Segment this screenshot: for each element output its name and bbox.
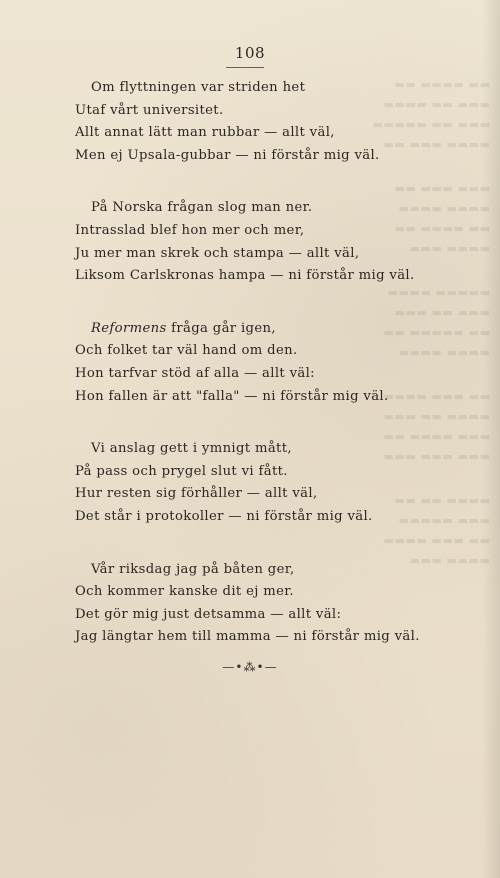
ghost-line: ▬▬▬▬▬ ▬▬▬▬ xyxy=(386,286,490,299)
verse-line: Och folket tar väl hand om den. xyxy=(75,343,298,359)
ghost-line: ▬▬ ▬▬▬ ▬▬▬▬ xyxy=(382,534,490,547)
verse-line-italic-word xyxy=(91,321,276,336)
stanza-3 xyxy=(75,318,465,408)
verse-line: På Norska frågan slog man ner. xyxy=(91,200,313,216)
verse-line: Hon tarfvar stöd af alla — allt väl: xyxy=(75,365,315,381)
poem-text xyxy=(75,77,465,679)
ghost-line: ▬▬ ▬▬▬▬ ▬▬ xyxy=(393,222,490,235)
ghost-line: ▬▬▬ ▬▬ ▬▬▬▬▬ xyxy=(371,118,490,131)
ghost-line: ▬▬▬ ▬▬▬ ▬▬ xyxy=(393,182,490,195)
ghost-line: ▬▬▬▬ ▬▬▬▬ xyxy=(397,202,490,215)
verse-line: Jag längtar hem till mamma — ni förstår mig väl. xyxy=(75,629,420,645)
ghost-line: ▬▬▬▬ ▬▬ ▬▬▬ xyxy=(382,410,490,423)
page-edge-shadow xyxy=(482,0,500,878)
verse-line: Allt annat lätt man rubbar — allt väl, xyxy=(75,125,335,141)
verse-line: Om flyttningen var striden het xyxy=(91,80,306,95)
ghost-line: ▬▬▬ ▬▬▬▬▬ xyxy=(397,514,490,527)
ghost-line: ▬▬▬▬ ▬▬ ▬▬ xyxy=(393,494,490,507)
verse-line: Utaf vårt universitet. xyxy=(75,102,224,118)
verse-line xyxy=(75,318,465,341)
verse-line: Ju mer man skrek och stampa — allt väl, xyxy=(75,245,360,261)
ghost-line: ▬▬ ▬▬▬▬▬ ▬▬ xyxy=(382,326,490,339)
ghost-line: ▬▬ ▬▬▬ ▬▬▬▬ xyxy=(382,390,490,403)
verse-line: Det står i protokoller — ni förstår mig väl. xyxy=(75,508,373,524)
verse-line: Men ej Upsala-gubbar — ni förstår mig väl. xyxy=(75,147,380,163)
verse-line: Intrasslad blef hon mer och mer, xyxy=(75,222,305,238)
header-rule xyxy=(226,67,264,68)
ghost-line: ▬▬▬ ▬▬ ▬▬▬▬ xyxy=(382,98,490,111)
stanza-5 xyxy=(75,559,465,649)
ghost-line: ▬▬▬▬ ▬▬▬ ▬▬ xyxy=(382,138,490,151)
ghost-line: ▬▬▬ ▬▬ ▬▬▬ xyxy=(393,306,490,319)
ghost-line: ▬▬▬ ▬▬▬▬ ▬▬ xyxy=(382,430,490,443)
stanza-1 xyxy=(75,77,465,167)
ghost-line: ▬▬▬▬ ▬▬▬ xyxy=(408,554,490,567)
italic-word: Reformens xyxy=(91,320,167,336)
verse-line-rest: fråga går igen, xyxy=(166,320,276,336)
ghost-line: ▬▬ ▬▬▬▬ ▬▬ xyxy=(393,78,490,91)
stanza-4 xyxy=(75,438,465,528)
verse-line: Vi anslag gett i ymnigt mått, xyxy=(91,441,292,457)
ghost-line: ▬▬▬ ▬▬▬ ▬▬▬ xyxy=(382,450,490,463)
verse-line: Hur resten sig förhåller — allt väl, xyxy=(75,486,318,502)
verse-line: Vår riksdag jag på båten ger, xyxy=(91,561,295,577)
verse-line: Liksom Carlskronas hampa — ni förstår mig väl. xyxy=(75,268,415,284)
ornament-divider: —•⁂•— xyxy=(222,660,278,674)
stanza-2 xyxy=(75,197,465,287)
page-number: 108 xyxy=(234,44,266,62)
verse-line: Det gör mig just detsamma — allt väl: xyxy=(75,606,342,622)
ghost-line: ▬▬▬▬ ▬▬▬ xyxy=(408,242,490,255)
verse-line: På pass och prygel slut vi fått. xyxy=(75,463,288,479)
verse-line: Hon fallen är att "falla" — ni förstår mig väl. xyxy=(75,388,389,404)
verse-line: Och kommer kanske dit ej mer. xyxy=(75,584,294,600)
ghost-line: ▬▬▬▬ ▬▬▬▬ xyxy=(397,346,490,359)
